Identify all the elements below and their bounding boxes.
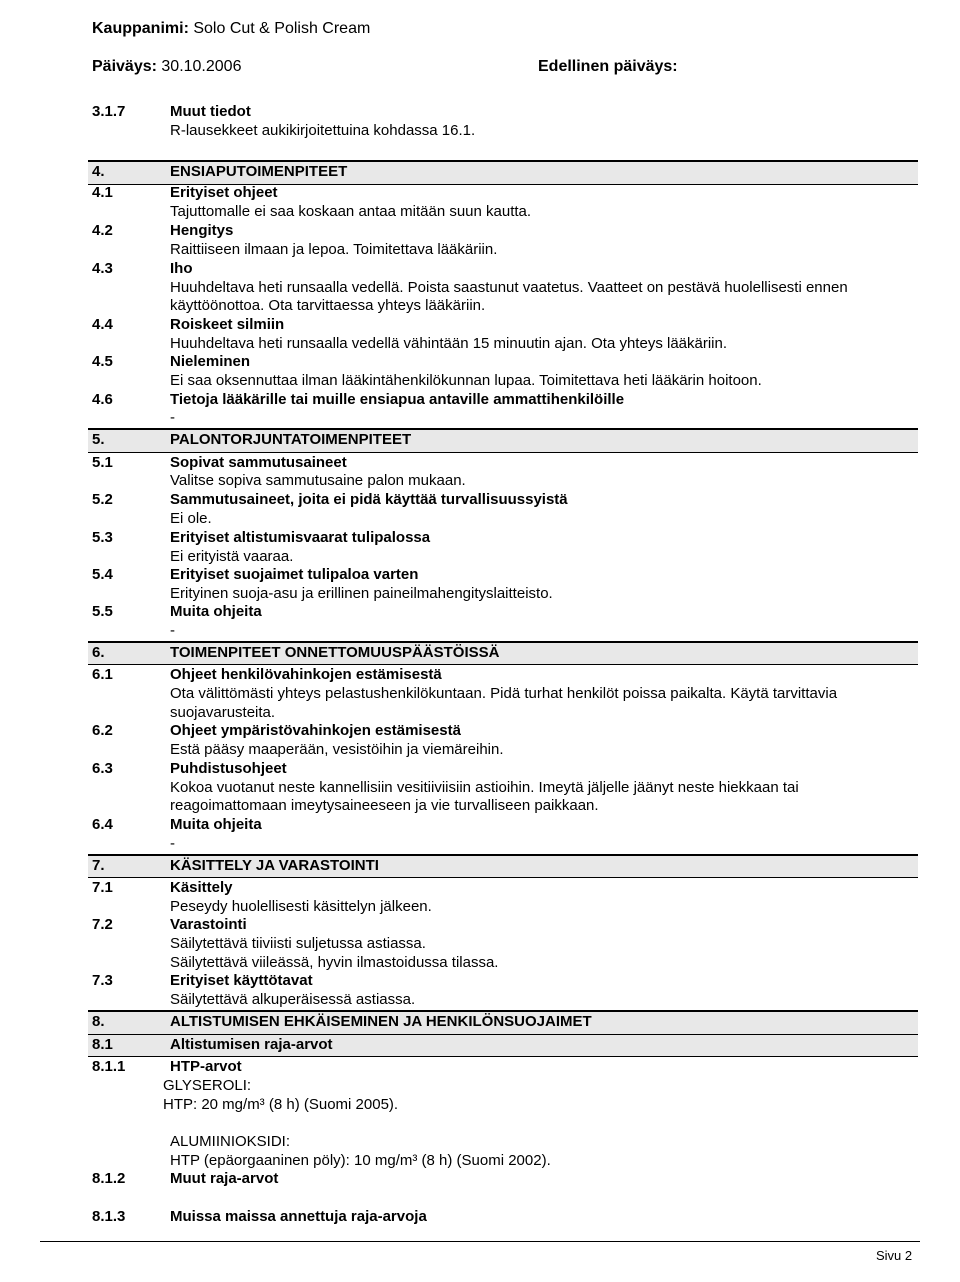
section-4-3-text-line2: käyttöönottoa. Ota tarvittaessa yhteys lääkäriin. bbox=[170, 297, 486, 314]
product-label: Kauppanimi: bbox=[92, 20, 189, 37]
section-8-1-1-number: 8.1.1 bbox=[92, 1058, 126, 1075]
section-7-3-text: Säilytettävä alkuperäisessä astiassa. bbox=[170, 991, 416, 1008]
section-5-3-text: Ei erityistä vaaraa. bbox=[170, 548, 294, 565]
section-5-3-number: 5.3 bbox=[92, 529, 113, 546]
section-4-6-text: - bbox=[170, 409, 175, 426]
section-6-1-title: Ohjeet henkilövahinkojen estämisestä bbox=[170, 666, 442, 683]
section-5-1-text: Valitse sopiva sammutusaine palon mukaan. bbox=[170, 472, 466, 489]
section-7-2-text-line1: Säilytettävä tiiviisti suljetussa astiassa. bbox=[170, 935, 426, 952]
section-4-number: 4. bbox=[92, 163, 105, 180]
section-4-1-number: 4.1 bbox=[92, 184, 113, 201]
section-6-2-text: Estä pääsy maaperään, vesistöihin ja viemäreihin. bbox=[170, 741, 504, 758]
section-8-1-3-number: 8.1.3 bbox=[92, 1208, 126, 1225]
section-7-3-title: Erityiset käyttötavat bbox=[170, 972, 313, 989]
section-5-4-text: Erityinen suoja-asu ja erillinen paineilmahengityslaitteisto. bbox=[170, 585, 553, 602]
section-5-1-number: 5.1 bbox=[92, 454, 113, 471]
section-5-5-number: 5.5 bbox=[92, 603, 113, 620]
section-5-number: 5. bbox=[92, 431, 105, 448]
section-6-3-text-line2: reagoimattomaan imeytysaineeseen ja vie turvalliseen paikkaan. bbox=[170, 797, 599, 814]
section-4-1-title: Erityiset ohjeet bbox=[170, 184, 278, 201]
section-7-1-text: Peseydy huolellisesti käsittelyn jälkeen. bbox=[170, 898, 432, 915]
section-8-1-number: 8.1 bbox=[92, 1036, 113, 1053]
section-7-title: KÄSITTELY JA VARASTOINTI bbox=[170, 857, 379, 874]
section-5-4-title: Erityiset suojaimet tulipaloa varten bbox=[170, 566, 419, 583]
section-7-2-text-line2: Säilytettävä viileässä, hyvin ilmastoidussa tilassa. bbox=[170, 954, 499, 971]
section-4-3-text-line1: Huuhdeltava heti runsaalla vedellä. Poista saastunut vaatetus. Vaatteet on pestävä huolellisesti ennen bbox=[170, 279, 848, 296]
section-6-3-text-line1: Kokoa vuotanut neste kannellisiin vesitiiviisiin astioihin. Imeytä jäljelle jäänyt neste hiekkaan tai bbox=[170, 779, 799, 796]
product-name: Solo Cut & Polish Cream bbox=[193, 20, 371, 37]
section-6-4-number: 6.4 bbox=[92, 816, 113, 833]
section-4-4-number: 4.4 bbox=[92, 316, 113, 333]
section-6-number: 6. bbox=[92, 644, 105, 661]
section-8-1-3-title: Muissa maissa annettuja raja-arvoja bbox=[170, 1208, 427, 1225]
section-6-2-number: 6.2 bbox=[92, 722, 113, 739]
section-8-1-2-number: 8.1.2 bbox=[92, 1170, 126, 1187]
section-7-1-title: Käsittely bbox=[170, 879, 233, 896]
section-4-6-number: 4.6 bbox=[92, 391, 113, 408]
section-6-title: TOIMENPITEET ONNETTOMUUSPÄÄSTÖISSÄ bbox=[170, 644, 500, 661]
header-date bbox=[92, 58, 241, 76]
section-5-divider bbox=[88, 452, 918, 453]
section-6-1-text-line1: Ota välittömästi yhteys pelastushenkilökuntaan. Pidä turhat henkilöt poissa paikalta. Käytä tarvittavia bbox=[170, 685, 838, 702]
section-5-3-title: Erityiset altistumisvaarat tulipalossa bbox=[170, 529, 431, 546]
header-product bbox=[92, 20, 370, 38]
date-value: 30.10.2006 bbox=[161, 58, 242, 75]
section-7-2-number: 7.2 bbox=[92, 916, 113, 933]
section-8-1-1-title: HTP-arvot bbox=[170, 1058, 242, 1075]
section-6-4-text: - bbox=[170, 835, 175, 852]
section-7-1-number: 7.1 bbox=[92, 879, 113, 896]
section-4-3-number: 4.3 bbox=[92, 260, 113, 277]
section-7-2-title: Varastointi bbox=[170, 916, 247, 933]
section-8-number: 8. bbox=[92, 1013, 105, 1030]
section-5-2-number: 5.2 bbox=[92, 491, 113, 508]
date-label: Päiväys: bbox=[92, 58, 157, 75]
section-6-1-text-line2: suojavarusteita. bbox=[170, 704, 276, 721]
section-8-1-divider bbox=[88, 1056, 918, 1057]
section-6-2-title: Ohjeet ympäristövahinkojen estämisestä bbox=[170, 722, 461, 739]
section-7-divider bbox=[88, 877, 918, 878]
section-5-title: PALONTORJUNTATOIMENPITEET bbox=[170, 431, 412, 448]
previous-date-label: Edellinen päiväys: bbox=[538, 58, 678, 75]
section-4-2-text: Raittiiseen ilmaan ja lepoa. Toimitettava lääkäriin. bbox=[170, 241, 498, 258]
section-4-5-text: Ei saa oksennuttaa ilman lääkintähenkilökunnan lupaa. Toimitettava heti lääkärin hoitoon. bbox=[170, 372, 762, 389]
section-4-5-number: 4.5 bbox=[92, 353, 113, 370]
section-6-divider bbox=[88, 664, 918, 665]
section-5-4-number: 5.4 bbox=[92, 566, 113, 583]
section-4-3-title: Iho bbox=[170, 260, 193, 277]
section-5-2-title: Sammutusaineet, joita ei pidä käyttää turvallisuussyistä bbox=[170, 491, 568, 508]
section-6-3-number: 6.3 bbox=[92, 760, 113, 777]
section-8-1-title: Altistumisen raja-arvot bbox=[170, 1036, 333, 1053]
section-3-1-7-title: Muut tiedot bbox=[170, 103, 251, 120]
section-3-1-7-text: R-lausekkeet aukikirjoitettuina kohdassa 16.1. bbox=[170, 122, 476, 139]
section-8-title: ALTISTUMISEN EHKÄISEMINEN JA HENKILÖNSUOJAIMET bbox=[170, 1013, 592, 1030]
section-6-4-title: Muita ohjeita bbox=[170, 816, 262, 833]
section-3-1-7-number: 3.1.7 bbox=[92, 103, 126, 120]
section-7-number: 7. bbox=[92, 857, 105, 874]
footer-rule bbox=[40, 1241, 920, 1242]
section-4-2-number: 4.2 bbox=[92, 222, 113, 239]
glyserol-limit: HTP: 20 mg/m³ (8 h) (Suomi 2005). bbox=[163, 1096, 399, 1113]
section-4-5-title: Nieleminen bbox=[170, 353, 251, 370]
section-8-1-2-title: Muut raja-arvot bbox=[170, 1170, 279, 1187]
section-5-5-title: Muita ohjeita bbox=[170, 603, 262, 620]
section-4-1-text: Tajuttomalle ei saa koskaan antaa mitään suun kautta. bbox=[170, 203, 532, 220]
page-number: Sivu 2 bbox=[876, 1248, 913, 1263]
section-6-1-number: 6.1 bbox=[92, 666, 113, 683]
section-6-3-title: Puhdistusohjeet bbox=[170, 760, 287, 777]
glyserol-name: GLYSEROLI: bbox=[163, 1077, 252, 1094]
section-4-4-text: Huuhdeltava heti runsaalla vedellä vähintään 15 minuutin ajan. Ota yhteys lääkäriin. bbox=[170, 335, 728, 352]
alumiinioksidi-name: ALUMIINIOKSIDI: bbox=[170, 1133, 291, 1150]
section-5-1-title: Sopivat sammutusaineet bbox=[170, 454, 347, 471]
section-5-5-text: - bbox=[170, 622, 175, 639]
section-4-2-title: Hengitys bbox=[170, 222, 234, 239]
alumiinioksidi-limit: HTP (epäorgaaninen pöly): 10 mg/m³ (8 h) (Suomi 2002). bbox=[170, 1152, 551, 1169]
section-4-6-title: Tietoja lääkärille tai muille ensiapua antaville ammattihenkilöille bbox=[170, 391, 625, 408]
section-4-4-title: Roiskeet silmiin bbox=[170, 316, 285, 333]
section-7-3-number: 7.3 bbox=[92, 972, 113, 989]
section-4-title: ENSIAPUTOIMENPITEET bbox=[170, 163, 348, 180]
section-5-2-text: Ei ole. bbox=[170, 510, 212, 527]
